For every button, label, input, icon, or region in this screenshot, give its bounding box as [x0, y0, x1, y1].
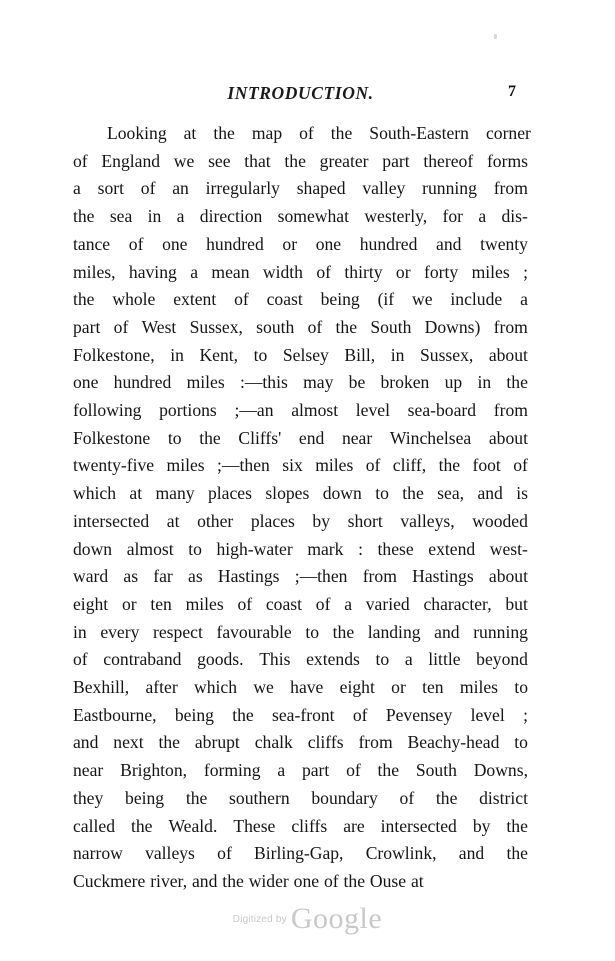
word: the	[335, 316, 358, 337]
text-line	[73, 203, 528, 231]
text-line	[73, 674, 528, 702]
word: near	[341, 427, 373, 448]
word: west-	[489, 538, 528, 559]
word: extent	[173, 289, 217, 310]
word: landing	[367, 621, 421, 642]
word: the	[506, 843, 528, 864]
word: the	[158, 732, 180, 753]
text-line	[73, 840, 528, 868]
word: from	[493, 400, 528, 421]
word: cliffs	[307, 732, 344, 753]
text-line	[73, 231, 528, 259]
word: of	[299, 123, 314, 143]
word: up	[444, 372, 463, 393]
word: map	[251, 123, 283, 143]
word: and	[477, 483, 503, 504]
google-watermark	[0, 902, 615, 936]
word: England	[101, 150, 161, 171]
word: of	[128, 233, 144, 254]
word: South-Eastern	[369, 123, 469, 143]
word: we	[253, 677, 274, 698]
word: we	[173, 150, 195, 171]
body-text-block	[73, 120, 531, 896]
word: width	[262, 261, 303, 282]
text-line	[73, 259, 528, 287]
word: in	[170, 344, 184, 365]
word: Looking	[107, 123, 167, 143]
word: have	[290, 677, 324, 698]
word: chalk	[254, 732, 293, 753]
word: portions	[159, 400, 217, 421]
word: Weald.	[168, 815, 218, 836]
text-line	[73, 785, 528, 813]
word: greater	[319, 150, 369, 171]
word: about	[488, 427, 528, 448]
word: Selsey	[282, 344, 329, 365]
text-line	[73, 452, 528, 480]
text-line	[73, 508, 528, 536]
word: other	[197, 510, 234, 531]
word: Sussex,	[189, 316, 243, 337]
word: intersected	[380, 815, 457, 836]
word: coast	[266, 289, 303, 310]
word: ;—an	[234, 400, 274, 421]
word: of	[73, 150, 88, 171]
word: near	[73, 760, 104, 781]
word: of	[513, 455, 528, 476]
word: ;—then	[294, 566, 348, 587]
word: ten	[422, 677, 444, 698]
word: being	[320, 289, 360, 310]
scan-artifact-speck	[494, 34, 497, 39]
word: Folkestone,	[73, 344, 155, 365]
word: the	[185, 787, 208, 808]
word: miles	[471, 261, 510, 282]
text-line	[73, 397, 528, 425]
word: in	[390, 344, 405, 365]
word: of	[217, 843, 232, 864]
word: twenty	[480, 233, 528, 254]
word: forms	[486, 150, 528, 171]
word: the	[330, 123, 353, 143]
word: and	[73, 732, 99, 753]
word: intersected	[73, 510, 150, 531]
word: Pevensey	[385, 704, 453, 725]
text-line	[73, 425, 528, 453]
word: or	[391, 677, 406, 698]
word: beyond	[476, 649, 528, 670]
text-line	[73, 563, 528, 591]
word: broken	[380, 372, 430, 393]
word: a	[176, 206, 185, 227]
word: of	[352, 704, 368, 725]
word: miles,	[73, 261, 116, 282]
word: places	[250, 510, 295, 531]
word: whole	[112, 289, 156, 310]
word: running	[473, 621, 528, 642]
word: down	[322, 483, 362, 504]
word: shaped	[296, 178, 346, 199]
word: the	[232, 704, 254, 725]
word: of	[113, 316, 129, 337]
word: from	[493, 178, 528, 199]
word: which	[194, 677, 238, 698]
word: twenty-five	[73, 455, 155, 476]
word: Beachy-head	[407, 732, 500, 753]
word: from	[493, 316, 528, 337]
word: of	[234, 289, 249, 310]
word: the	[213, 123, 235, 143]
word: goods.	[197, 649, 244, 670]
word: down	[73, 538, 113, 559]
word: sea-front	[272, 704, 335, 725]
word: contraband	[103, 649, 182, 670]
word: to	[514, 732, 528, 753]
word: a	[404, 649, 413, 670]
word: or	[395, 261, 411, 282]
word: at	[166, 510, 180, 531]
word: to	[375, 649, 390, 670]
word: miles	[459, 677, 499, 698]
word: ;—then	[217, 455, 270, 476]
word: miles	[166, 455, 205, 476]
word: a	[478, 206, 487, 227]
word: forty	[423, 261, 459, 282]
word: one	[73, 372, 99, 393]
word: of	[307, 316, 323, 337]
text-line	[73, 369, 528, 397]
word: that	[244, 150, 271, 171]
word: Folkestone	[73, 427, 151, 448]
word: we	[412, 289, 433, 310]
word: level	[470, 704, 505, 725]
word: next	[113, 732, 144, 753]
word: Hastings	[412, 566, 474, 587]
word: these	[377, 538, 414, 559]
watermark-google-wordmark: Google	[290, 902, 383, 935]
word: character,	[423, 593, 492, 614]
text-line	[73, 120, 531, 148]
word: thereof	[423, 150, 474, 171]
word: dis-	[501, 206, 528, 227]
word: a	[520, 289, 528, 310]
text-line	[73, 729, 528, 757]
word: (if	[377, 289, 395, 310]
word: almost	[291, 400, 339, 421]
word: from	[362, 566, 397, 587]
word: part	[73, 316, 101, 337]
word: of	[316, 261, 332, 282]
word: the	[199, 427, 221, 448]
word: miles	[185, 593, 224, 614]
word: to	[514, 677, 528, 698]
text-line: Cuckmere river, and the wider one of the Ouse at	[73, 870, 424, 891]
word: the	[402, 483, 424, 504]
word: the	[435, 787, 458, 808]
word: irregularly	[205, 178, 280, 199]
word: sea,	[437, 483, 465, 504]
word: thirty	[344, 261, 383, 282]
word: Eastbourne,	[73, 704, 157, 725]
word: as	[188, 566, 203, 587]
word: every	[100, 621, 140, 642]
word: to	[375, 483, 389, 504]
word: Hastings	[217, 566, 280, 587]
word: sea	[109, 206, 133, 227]
text-line	[73, 619, 528, 647]
word: of	[73, 649, 88, 670]
word: extend	[428, 538, 476, 559]
word: South	[415, 760, 457, 781]
word: six	[282, 455, 303, 476]
word: boundary	[311, 787, 378, 808]
word: hundred	[206, 233, 264, 254]
word: foot	[472, 455, 501, 476]
word: almost	[126, 538, 174, 559]
word: and	[434, 621, 460, 642]
word: short	[347, 510, 383, 531]
word: tance	[73, 233, 111, 254]
word: and	[458, 843, 485, 864]
word: eight	[339, 677, 375, 698]
word: from	[358, 732, 393, 753]
word: of	[346, 760, 361, 781]
word: the	[506, 815, 528, 836]
word: the	[130, 815, 153, 836]
running-head	[73, 83, 528, 109]
word: of	[365, 455, 381, 476]
word: as	[123, 566, 139, 587]
word: valleys	[145, 843, 195, 864]
word: somewhat	[277, 206, 349, 227]
word: Bexhill,	[73, 677, 130, 698]
word: narrow	[73, 843, 123, 864]
word: :	[358, 538, 363, 559]
word: called	[73, 815, 115, 836]
word: cliff,	[392, 455, 427, 476]
word: abrupt	[194, 732, 240, 753]
word: running	[422, 178, 477, 199]
word: which	[73, 483, 116, 504]
word: eight	[73, 593, 109, 614]
paragraph	[73, 120, 531, 896]
word: or	[282, 233, 298, 254]
word: include	[450, 289, 503, 310]
word: southern	[229, 787, 290, 808]
word: Birling-Gap,	[254, 843, 344, 864]
text-line	[73, 646, 528, 674]
word: valleys,	[400, 510, 455, 531]
word: following	[73, 400, 142, 421]
word: one	[162, 233, 188, 254]
word: sea-board	[407, 400, 477, 421]
word: South	[370, 316, 412, 337]
text-line	[73, 314, 528, 342]
word: ;	[523, 704, 528, 725]
word: or	[121, 593, 137, 614]
word: in	[147, 206, 162, 227]
word: part	[301, 760, 330, 781]
text-line	[73, 148, 528, 176]
word: Bill,	[344, 344, 376, 365]
word: far	[153, 566, 173, 587]
text-line	[73, 591, 528, 619]
word: places	[207, 483, 252, 504]
word: sort	[97, 178, 124, 199]
word: by	[472, 815, 491, 836]
word: of	[399, 787, 415, 808]
word: for	[442, 206, 464, 227]
word: part	[382, 150, 410, 171]
word: a	[277, 760, 286, 781]
word: the	[438, 455, 461, 476]
text-line	[73, 480, 528, 508]
word: by	[312, 510, 330, 531]
text-line	[73, 757, 528, 785]
word: to	[305, 621, 320, 642]
watermark-digitized-by-label: Digitized by	[232, 914, 287, 925]
word: to	[188, 538, 202, 559]
word: be	[348, 372, 366, 393]
word: miles	[186, 372, 225, 393]
word: cliffs	[291, 815, 328, 836]
text-line	[73, 702, 528, 730]
word: Sussex,	[419, 344, 474, 365]
word: being	[125, 787, 165, 808]
page-number: 7	[508, 83, 516, 100]
word: This	[259, 649, 291, 670]
first-line-indent	[73, 120, 90, 148]
word: mean	[211, 261, 250, 282]
word: the	[284, 150, 306, 171]
word: a	[344, 593, 352, 614]
word: wooded	[472, 510, 528, 531]
running-head-title: INTRODUCTION.	[227, 83, 374, 103]
word: miles	[315, 455, 354, 476]
word: Downs,	[473, 760, 528, 781]
word: the	[73, 206, 95, 227]
word: district	[479, 787, 528, 808]
word: many	[155, 483, 195, 504]
word: is	[516, 483, 528, 504]
word: at	[129, 483, 143, 504]
word: the	[377, 760, 400, 781]
word: ten	[150, 593, 172, 614]
word: ward	[73, 566, 109, 587]
word: a	[73, 178, 81, 199]
word: These	[233, 815, 276, 836]
word: are	[343, 815, 365, 836]
text-line	[73, 536, 528, 564]
word: a	[190, 261, 198, 282]
word: of	[140, 178, 156, 199]
word: to	[167, 427, 182, 448]
word: Downs)	[424, 316, 481, 337]
word: they	[73, 787, 104, 808]
text-line	[73, 813, 528, 841]
word: of	[315, 593, 331, 614]
text-line	[73, 342, 528, 370]
word: about	[488, 344, 528, 365]
word: ;	[523, 261, 528, 282]
word: may	[303, 372, 334, 393]
word: Crowlink,	[365, 843, 437, 864]
word: about	[488, 566, 528, 587]
word: one	[315, 233, 342, 254]
word: Cliffs'	[238, 427, 282, 448]
text-line	[73, 286, 528, 314]
word: little	[428, 649, 461, 670]
word: extends	[306, 649, 360, 670]
word: after	[145, 677, 178, 698]
word: Winchelsea	[389, 427, 472, 448]
word: end	[298, 427, 325, 448]
word: of	[237, 593, 253, 614]
word: forming	[203, 760, 261, 781]
word: valley	[362, 178, 406, 199]
word: and	[436, 233, 462, 254]
word: in	[73, 621, 87, 642]
word: westerly,	[364, 206, 428, 227]
word: to	[253, 344, 268, 365]
word: favourable	[216, 621, 292, 642]
word: in	[477, 372, 492, 393]
word: an	[172, 178, 189, 199]
word: :—this	[239, 372, 288, 393]
word: at	[183, 123, 197, 143]
word: slopes	[265, 483, 310, 504]
word: being	[174, 704, 214, 725]
word: corner	[485, 123, 531, 143]
word: respect	[153, 621, 203, 642]
word: hundred	[359, 233, 418, 254]
word: the	[332, 621, 355, 642]
word: high-water	[216, 538, 293, 559]
text-line	[73, 175, 528, 203]
word: varied	[365, 593, 410, 614]
word: level	[355, 400, 390, 421]
word: the	[506, 372, 528, 393]
word: direction	[199, 206, 263, 227]
word: south	[256, 316, 295, 337]
word: mark	[307, 538, 344, 559]
word: coast	[265, 593, 303, 614]
word: see	[208, 150, 231, 171]
word: West	[141, 316, 177, 337]
word: but	[505, 593, 528, 614]
word: having	[128, 261, 177, 282]
word: Brighton,	[120, 760, 188, 781]
word: hundred	[113, 372, 172, 393]
word: Kent,	[199, 344, 239, 365]
word: the	[73, 289, 95, 310]
